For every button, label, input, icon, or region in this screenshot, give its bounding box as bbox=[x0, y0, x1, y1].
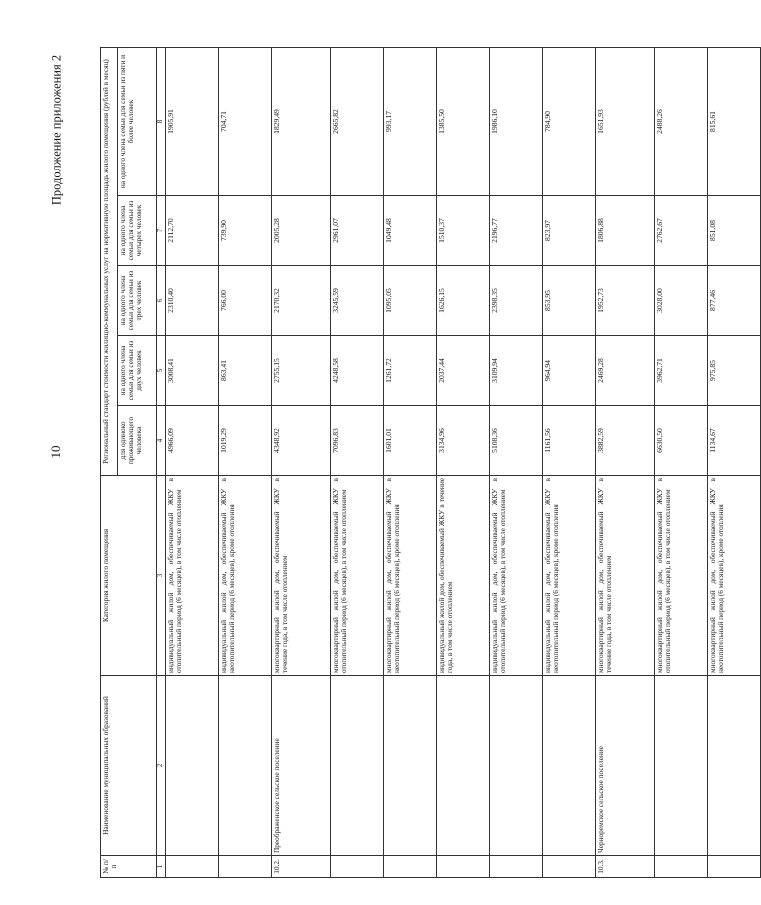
municipality-name bbox=[331, 676, 384, 856]
header-sub-five: на одного члена семьи для семьи из пяти и более человек bbox=[118, 48, 157, 196]
cost-value: 784,90 bbox=[543, 48, 596, 196]
column-number: 1 bbox=[157, 856, 166, 878]
cost-value: 1986,10 bbox=[490, 48, 543, 196]
municipality-name bbox=[219, 676, 272, 856]
column-number: 6 bbox=[157, 266, 166, 336]
cost-value: 2762,67 bbox=[655, 196, 708, 266]
header-standard: Региональный стандарт стоимости жилищно-коммунальных услуг на нормативную площадь жилого помещения (рублей в месяц) bbox=[101, 48, 118, 476]
cost-value: 1952,73 bbox=[596, 266, 655, 336]
table-row bbox=[596, 48, 655, 878]
cost-value: 4966,09 bbox=[166, 406, 219, 476]
municipality-name bbox=[437, 676, 490, 856]
cost-value: 6630,50 bbox=[655, 406, 708, 476]
row-number bbox=[708, 856, 761, 878]
cost-value: 2037,44 bbox=[437, 336, 490, 406]
cost-value: 1049,48 bbox=[384, 196, 437, 266]
appendix-caption: Продолжение приложения 2 bbox=[49, 54, 64, 206]
table-row bbox=[543, 48, 596, 878]
cost-value: 7096,83 bbox=[331, 406, 384, 476]
cost-value: 863,41 bbox=[219, 336, 272, 406]
header-municipality: Наименование муниципальных образований bbox=[101, 676, 157, 856]
header-category: Категория жилого помещения bbox=[101, 476, 157, 676]
cost-value: 4348,92 bbox=[272, 406, 331, 476]
rotated-table-container bbox=[100, 48, 726, 878]
municipality-name bbox=[543, 676, 596, 856]
table-row bbox=[166, 48, 219, 878]
cost-value: 851,08 bbox=[708, 196, 761, 266]
cost-value: 975,85 bbox=[708, 336, 761, 406]
cost-value: 3028,00 bbox=[655, 266, 708, 336]
cost-value: 704,71 bbox=[219, 48, 272, 196]
cost-value: 2112,70 bbox=[166, 196, 219, 266]
cost-value: 1829,49 bbox=[272, 48, 331, 196]
housing-category: многоквартирный жилой дом, обеспечиваемый ЖКУ в отопительный период (6 месяцев), в том числе отоплением bbox=[331, 476, 384, 676]
table-row bbox=[655, 48, 708, 878]
cost-value: 1905,91 bbox=[166, 48, 219, 196]
housing-category: индивидуальный жилой дом, обеспечиваемый ЖКУ в неотопительный период (6 месяцев), кроме отопления bbox=[219, 476, 272, 676]
cost-value: 877,46 bbox=[708, 266, 761, 336]
table-row bbox=[272, 48, 331, 878]
municipality-name bbox=[166, 676, 219, 856]
table-row bbox=[384, 48, 437, 878]
cost-value: 1261,72 bbox=[384, 336, 437, 406]
cost-value: 5108,36 bbox=[490, 406, 543, 476]
header-sub-two: на одного члена семьи для семьи из двух человек bbox=[118, 336, 157, 406]
cost-value: 964,94 bbox=[543, 336, 596, 406]
row-number bbox=[166, 856, 219, 878]
housing-category: многоквартирный жилой дом, обеспечиваемый ЖКУ в течение года, в том числе отоплением bbox=[596, 476, 655, 676]
cost-value: 1385,50 bbox=[437, 48, 490, 196]
table-row bbox=[437, 48, 490, 878]
cost-value: 1651,93 bbox=[596, 48, 655, 196]
housing-category: многоквартирный жилой дом, обеспечиваемый ЖКУ в неотопительный период (6 месяцев), кроме отопления bbox=[384, 476, 437, 676]
cost-value: 2310,40 bbox=[166, 266, 219, 336]
cost-value: 2005,28 bbox=[272, 196, 331, 266]
housing-category: индивидуальный жилой дом, обеспечиваемый ЖКУ в отопительный период (6 месяцев), в том числе отоплением bbox=[490, 476, 543, 676]
housing-category: многоквартирный жилой дом, обеспечиваемый ЖКУ в неотопительный период (6 месяцев), кроме отопления bbox=[708, 476, 761, 676]
cost-value: 1095,05 bbox=[384, 266, 437, 336]
cost-value: 2665,82 bbox=[331, 48, 384, 196]
cost-value: 1601,01 bbox=[384, 406, 437, 476]
housing-category: индивидуальный жилой дом, обеспечиваемый ЖКУ в неотопительный период (6 месяцев), кроме отопления bbox=[543, 476, 596, 676]
cost-value: 3134,96 bbox=[437, 406, 490, 476]
page-number: 10 bbox=[48, 445, 63, 459]
cost-value: 2196,77 bbox=[490, 196, 543, 266]
cost-value: 2488,26 bbox=[655, 48, 708, 196]
row-number bbox=[655, 856, 708, 878]
cost-value: 2170,32 bbox=[272, 266, 331, 336]
cost-value: 3882,59 bbox=[596, 406, 655, 476]
header-sub-four: на одного члена семьи для семьи из четырех человек bbox=[118, 196, 157, 266]
cost-value: 3245,59 bbox=[331, 266, 384, 336]
cost-value: 1134,67 bbox=[708, 406, 761, 476]
table-row bbox=[708, 48, 761, 878]
cost-value: 2961,07 bbox=[331, 196, 384, 266]
column-number: 7 bbox=[157, 196, 166, 266]
cost-value: 1510,37 bbox=[437, 196, 490, 266]
row-number bbox=[437, 856, 490, 878]
housing-cost-table bbox=[100, 47, 761, 878]
row-number bbox=[490, 856, 543, 878]
cost-value: 766,00 bbox=[219, 266, 272, 336]
cost-value: 1806,88 bbox=[596, 196, 655, 266]
cost-value: 3962,71 bbox=[655, 336, 708, 406]
municipality-name: Черноремское сельское поселение bbox=[596, 676, 655, 856]
municipality-name bbox=[490, 676, 543, 856]
table-row bbox=[219, 48, 272, 878]
column-number: 4 bbox=[157, 406, 166, 476]
cost-value: 2398,35 bbox=[490, 266, 543, 336]
table-row bbox=[331, 48, 384, 878]
cost-value: 739,90 bbox=[219, 196, 272, 266]
housing-category: индивидуальный жилой дом, обеспечиваемый ЖКУ в течение года, в том числе отоплением bbox=[437, 476, 490, 676]
municipality-name: Преображенское сельское поселение bbox=[272, 676, 331, 856]
header-sub-three: на одного члена семьи для семьи из трех человек bbox=[118, 266, 157, 336]
cost-value: 2469,28 bbox=[596, 336, 655, 406]
housing-category: многоквартирный жилой дом, обеспечиваемый ЖКУ в отопительный период (6 месяцев), в том числе отоплением bbox=[655, 476, 708, 676]
cost-value: 1626,15 bbox=[437, 266, 490, 336]
cost-value: 4248,58 bbox=[331, 336, 384, 406]
row-number bbox=[219, 856, 272, 878]
table-body bbox=[166, 48, 761, 878]
header-sub-single: для одиноко проживающего человека bbox=[118, 406, 157, 476]
cost-value: 823,97 bbox=[543, 196, 596, 266]
housing-category: многоквартирный жилой дом, обеспечиваемый ЖКУ в течение года, в том числе отоплением bbox=[272, 476, 331, 676]
housing-category: индивидуальный жилой дом, обеспечиваемый ЖКУ в отопительный период (6 месяцев), в том числе отоплением bbox=[166, 476, 219, 676]
cost-value: 853,95 bbox=[543, 266, 596, 336]
row-number: 10.2. bbox=[272, 856, 331, 878]
row-number bbox=[331, 856, 384, 878]
table-row bbox=[490, 48, 543, 878]
cost-value: 3008,41 bbox=[166, 336, 219, 406]
cost-value: 1019,29 bbox=[219, 406, 272, 476]
header-num: № п/п bbox=[101, 856, 157, 878]
cost-value: 815,61 bbox=[708, 48, 761, 196]
cost-value: 993,17 bbox=[384, 48, 437, 196]
column-number: 5 bbox=[157, 336, 166, 406]
municipality-name bbox=[655, 676, 708, 856]
column-number: 8 bbox=[157, 48, 166, 196]
municipality-name bbox=[384, 676, 437, 856]
municipality-name bbox=[708, 676, 761, 856]
column-number: 2 bbox=[157, 676, 166, 856]
row-number bbox=[384, 856, 437, 878]
row-number: 10.3. bbox=[596, 856, 655, 878]
cost-value: 3109,94 bbox=[490, 336, 543, 406]
row-number bbox=[543, 856, 596, 878]
cost-value: 2755,15 bbox=[272, 336, 331, 406]
column-number: 3 bbox=[157, 476, 166, 676]
cost-value: 1161,56 bbox=[543, 406, 596, 476]
